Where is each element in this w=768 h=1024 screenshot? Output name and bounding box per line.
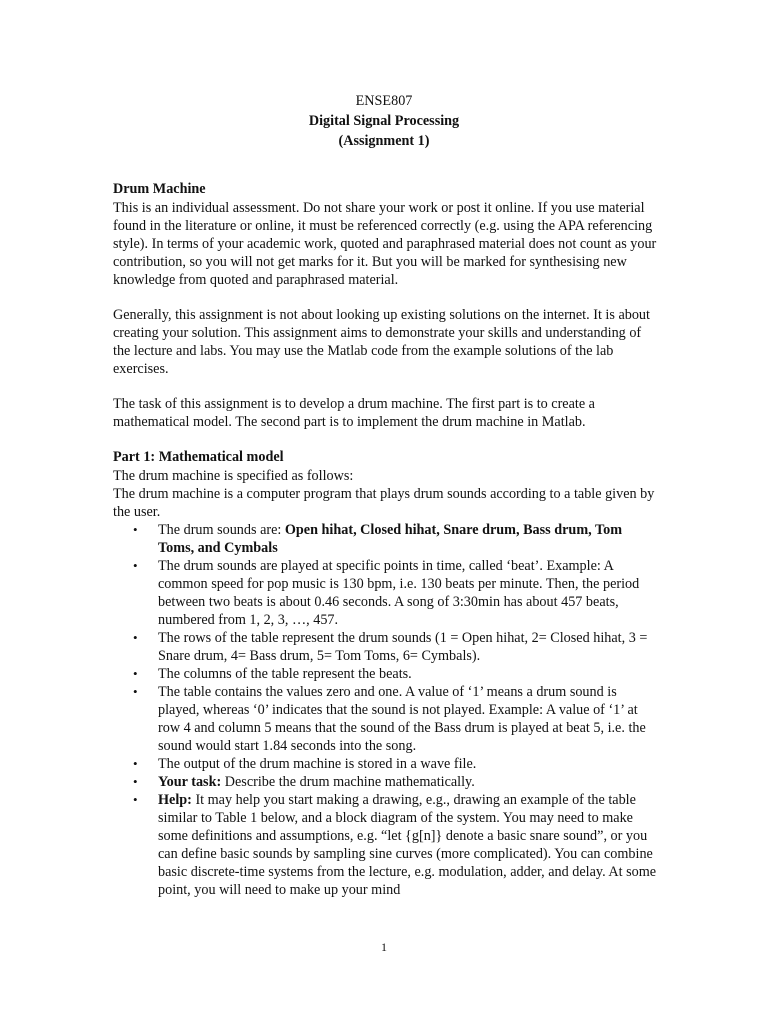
course-title: Digital Signal Processing: [308, 113, 460, 129]
section-heading-drum-machine: Drum Machine: [113, 181, 206, 197]
course-code: ENSE807: [355, 93, 413, 109]
list-item-bold: Open hihat, Closed hihat, Snare drum, Bass drum, Tom Toms, and Cymbals: [158, 522, 623, 556]
list-item-prefix: The drum sounds are:: [158, 522, 285, 538]
assignment-label: (Assignment 1): [338, 133, 430, 149]
list-item: [113, 773, 661, 791]
document-body: [113, 180, 661, 899]
list-item-text: The output of the drum machine is stored in a wave file.: [158, 756, 477, 772]
bullet-icon: •: [133, 558, 138, 573]
list-item-bold: Your task:: [158, 774, 222, 790]
list-item: [113, 521, 661, 557]
page-number: 1: [381, 940, 387, 954]
list-item-text: Describe the drum machine mathematically.: [221, 774, 475, 790]
section-heading-part1: Part 1: Mathematical model: [113, 449, 284, 465]
list-item: [113, 791, 661, 899]
list-item: [113, 755, 661, 773]
bullet-icon: •: [133, 630, 138, 645]
list-item: [113, 665, 661, 683]
list-item-text: The columns of the table represent the beats.: [158, 666, 412, 682]
bullet-icon: •: [133, 774, 138, 789]
paragraph-academic-integrity: This is an individual assessment. Do not share your work or post it online. If you use material found in the literature or online, it must be referenced correctly (e.g. using the APA referencing style). In terms of your academic work, quoted and paraphrased material does not count as your contribution, so you will not get marks for it. But you will be marked for synthesising new knowledge from quoted and paraphrased material.: [113, 200, 657, 288]
bullet-icon: •: [133, 792, 138, 807]
list-item-text: It may help you start making a drawing, e.g., drawing an example of the table similar to Table 1 below, and a block diagram of the system. You may need to make some definitions and assumptions, e.g. “let {g[n]} denote a basic snare sound”, or you can define basic sounds by sampling sine curves (more complicated). You can combine basic discrete-time systems from the lecture, e.g. modulation, adder, and delay. At some point, you will need to make up your mind: [158, 792, 657, 898]
paragraph-spec-intro: The drum machine is specified as follows:: [113, 468, 354, 484]
paragraph-task-overview: The task of this assignment is to develop a drum machine. The first part is to create a mathematical model. The second part is to implement the drum machine in Matlab.: [113, 396, 595, 430]
list-item: [113, 683, 661, 755]
bullet-icon: •: [133, 522, 138, 537]
list-item-text: The rows of the table represent the drum sounds (1 = Open hihat, 2= Closed hihat, 3 = Snare drum, 4= Bass drum, 5= Tom Toms, 6= Cymbals).: [158, 630, 648, 664]
bullet-icon: •: [133, 756, 138, 771]
list-item: [113, 557, 661, 629]
list-item-text: The table contains the values zero and one. A value of ‘1’ means a drum sound is played, whereas ‘0’ indicates that the sound is not played. Example: A value of ‘1’ at row 4 and column 5 means that the sound of the Bass drum is played at beat 5, i.e. the sound would start 1.84 seconds into the song.: [158, 684, 646, 754]
bullet-icon: •: [133, 684, 138, 699]
paragraph-spec-definition: The drum machine is a computer program that plays drum sounds according to a table given by the user.: [113, 486, 655, 520]
bullet-icon: •: [133, 666, 138, 681]
list-item-text: The drum sounds are played at specific points in time, called ‘beat’. Example: A common speed for pop music is 130 bpm, i.e. 130 beats per minute. Then, the period between two beats is about 0.46 seconds. A song of 3:30min has about 457 beats, numbered from 1, 2, 3, …, 457.: [158, 558, 640, 628]
document-header: [0, 92, 768, 152]
list-item: [113, 629, 661, 665]
requirements-list: [113, 521, 661, 899]
paragraph-own-solution: Generally, this assignment is not about looking up existing solutions on the internet. It is about creating your solution. This assignment aims to demonstrate your skills and understanding of the lecture and labs. You may use the Matlab code from the example solutions of the lab exercises.: [113, 307, 650, 377]
list-item-bold: Help:: [158, 792, 192, 808]
